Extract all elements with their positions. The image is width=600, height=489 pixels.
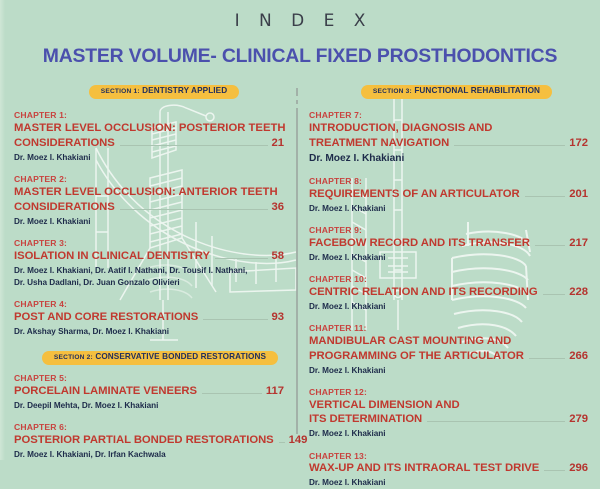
chapter-2-title-line-2: CONSIDERATIONS (14, 200, 115, 213)
chapter-5-page-number: 117 (265, 384, 284, 397)
chapter-1-title-line-2: CONSIDERATIONS (14, 136, 115, 149)
chapter-8-title-row (309, 187, 588, 202)
chapter-5-leader (202, 393, 262, 394)
chapter-9-authors: Dr. Moez I. Khakiani (309, 252, 386, 262)
chapter-7-page-number: 172 (569, 136, 588, 149)
chapter-4-leader (203, 319, 267, 320)
section-1-number: SECTION 1: (100, 88, 140, 96)
chapter-4-title-row (14, 310, 284, 325)
section-3-badge-row (309, 80, 588, 99)
chapter-7-title-line-1: INTRODUCTION, DIAGNOSIS AND (309, 122, 493, 135)
chapter-2-page-number: 36 (271, 200, 284, 213)
chapter-entry-4[interactable] (14, 299, 284, 337)
chapter-10-title-row (309, 285, 588, 300)
chapter-13-leader (544, 470, 565, 471)
chapter-6-title-line-1: POSTERIOR PARTIAL BONDED RESTORATIONS (14, 433, 274, 446)
chapter-5-authors: Dr. Deepil Mehta, Dr. Moez I. Khakiani (14, 400, 159, 410)
chapter-4-title-line-1: POST AND CORE RESTORATIONS (14, 311, 199, 324)
chapter-13-authors: Dr. Moez I. Khakiani (309, 478, 386, 488)
chapter-5-title-row (14, 384, 284, 399)
column-divider-gap-2 (296, 104, 298, 108)
chapter-6-page-number: 149 (288, 433, 308, 446)
chapter-entry-8[interactable] (309, 176, 588, 214)
chapter-1-page-number: 21 (271, 136, 284, 149)
page-title: MASTER VOLUME- CLINICAL FIXED PROSTHODONTICS (42, 45, 558, 67)
chapter-1-title-line-1: MASTER LEVEL OCCLUSION: POSTERIOR TEETH (14, 122, 286, 135)
chapter-entry-6[interactable] (14, 422, 308, 460)
chapter-9-title-row (309, 236, 588, 251)
chapter-entry-9[interactable] (309, 225, 588, 263)
chapter-4-label: CHAPTER 4: (14, 299, 68, 310)
chapter-13-title-row (309, 461, 588, 476)
chapter-entry-2[interactable] (14, 174, 284, 227)
chapter-12-title-line-2-row (309, 412, 588, 427)
right-column (293, 80, 588, 488)
section-1-label: DENTISTRY APPLIED (142, 86, 228, 96)
chapter-6-leader (279, 442, 285, 443)
chapter-11-title-line-1: MANDIBULAR CAST MOUNTING AND (309, 334, 512, 347)
chapter-1-label: CHAPTER 1: (14, 110, 68, 121)
chapter-6-authors: Dr. Moez I. Khakiani, Dr. Irfan Kachwala (14, 449, 166, 459)
chapter-3-label: CHAPTER 3: (14, 238, 68, 249)
chapter-8-authors: Dr. Moez I. Khakiani (309, 203, 386, 213)
chapter-10-title-line-1: CENTRIC RELATION AND ITS RECORDING (309, 285, 538, 298)
chapter-7-title-line-2-row (309, 136, 588, 151)
chapter-3-title-line-1: ISOLATION IN CLINICAL DENTISTRY (14, 249, 210, 262)
chapter-entry-10[interactable] (309, 274, 588, 312)
chapter-13-title-line-1: WAX-UP AND ITS INTRAORAL TEST DRIVE (309, 462, 540, 475)
column-divider-gap (296, 96, 298, 100)
chapter-7-title-line-2: TREATMENT NAVIGATION (309, 136, 450, 149)
page-header (0, 13, 600, 66)
section-badge-1 (89, 85, 240, 99)
chapter-4-authors: Dr. Akshay Sharma, Dr. Moez I. Khakiani (14, 326, 169, 336)
chapter-6-title-row (14, 433, 308, 448)
chapter-3-leader (215, 258, 268, 259)
chapter-entry-7[interactable] (309, 110, 588, 165)
section-3-label: FUNCTIONAL REHABILITATION (414, 86, 541, 96)
chapter-11-leader (529, 358, 565, 359)
chapter-entry-3[interactable] (14, 238, 284, 288)
chapter-1-title-line-2-row (14, 136, 284, 151)
chapter-2-leader (120, 209, 268, 210)
chapter-8-leader (525, 196, 566, 197)
chapter-9-leader (535, 245, 565, 246)
section-2-number: SECTION 2: (53, 354, 93, 362)
index-columns (0, 80, 600, 488)
index-logo: I N D E X (234, 11, 373, 31)
chapter-12-label: CHAPTER 12: (309, 386, 367, 397)
chapter-5-label: CHAPTER 5: (14, 373, 68, 384)
left-column (14, 80, 308, 488)
chapter-6-label: CHAPTER 6: (14, 422, 68, 433)
section-2-label: CONSERVATIVE BONDED RESTORATIONS (95, 352, 267, 362)
chapter-2-title-line-1: MASTER LEVEL OCCLUSION: ANTERIOR TEETH (14, 185, 278, 198)
chapter-entry-5[interactable] (14, 373, 284, 411)
chapter-7-leader (454, 145, 565, 146)
chapter-11-title-line-2: PROGRAMMING OF THE ARTICULATOR (309, 349, 524, 362)
section-3-number: SECTION 3: (372, 88, 412, 96)
chapter-8-title-line-1: REQUIREMENTS OF AN ARTICULATOR (309, 187, 520, 200)
chapter-13-label: CHAPTER 13: (309, 450, 367, 461)
chapter-3-authors-line-1: Dr. Moez I. Khakiani, Dr. Aatif I. Nathani, Dr. Tousif I. Nathani, (14, 265, 248, 275)
chapter-12-leader (427, 421, 565, 422)
chapter-2-label: CHAPTER 2: (14, 174, 68, 185)
chapter-7-authors: Dr. Moez I. Khakiani (309, 152, 405, 164)
section-2-badge-row (14, 346, 284, 365)
chapter-entry-11[interactable] (309, 323, 588, 376)
chapter-12-page-number: 279 (569, 413, 588, 426)
chapter-2-title-line-2-row (14, 200, 284, 215)
chapter-3-authors-line-2: Dr. Usha Dadlani, Dr. Juan Gonzalo Olivieri (14, 278, 180, 287)
section-1-badge-row (14, 80, 284, 99)
chapter-entry-12[interactable] (309, 387, 588, 440)
chapter-10-authors: Dr. Moez I. Khakiani (309, 301, 386, 311)
chapter-12-authors: Dr. Moez I. Khakiani (309, 429, 386, 439)
chapter-7-label: CHAPTER 7: (309, 110, 363, 121)
chapter-13-page-number: 296 (569, 462, 588, 475)
chapter-9-label: CHAPTER 9: (309, 225, 363, 236)
chapter-1-authors: Dr. Moez I. Khakiani (14, 152, 91, 162)
chapter-10-label: CHAPTER 10: (309, 274, 367, 285)
chapter-2-authors: Dr. Moez I. Khakiani (14, 216, 91, 226)
chapter-entry-13[interactable] (309, 451, 588, 489)
chapter-4-page-number: 93 (271, 311, 284, 324)
chapter-3-page-number: 58 (271, 249, 284, 262)
chapter-10-page-number: 228 (569, 285, 588, 298)
chapter-10-leader (543, 294, 566, 295)
chapter-8-page-number: 201 (569, 187, 588, 200)
chapter-entry-1[interactable] (14, 110, 284, 163)
chapter-1-leader (120, 145, 268, 146)
section-badge-2 (42, 351, 278, 365)
chapter-5-title-line-1: PORCELAIN LAMINATE VENEERS (14, 384, 198, 397)
chapter-11-label: CHAPTER 11: (309, 322, 367, 333)
chapter-8-label: CHAPTER 8: (309, 176, 363, 187)
section-badge-3 (361, 85, 552, 99)
chapter-9-title-line-1: FACEBOW RECORD AND ITS TRANSFER (309, 236, 530, 249)
chapter-11-title-line-2-row (309, 349, 588, 364)
chapter-12-title-line-2: ITS DETERMINATION (309, 413, 423, 426)
chapter-12-title-line-1: VERTICAL DIMENSION AND (309, 398, 460, 411)
chapter-9-page-number: 217 (569, 236, 588, 249)
chapter-11-page-number: 266 (569, 349, 588, 362)
chapter-3-title-row (14, 249, 284, 264)
chapter-11-authors: Dr. Moez I. Khakiani (309, 365, 386, 375)
